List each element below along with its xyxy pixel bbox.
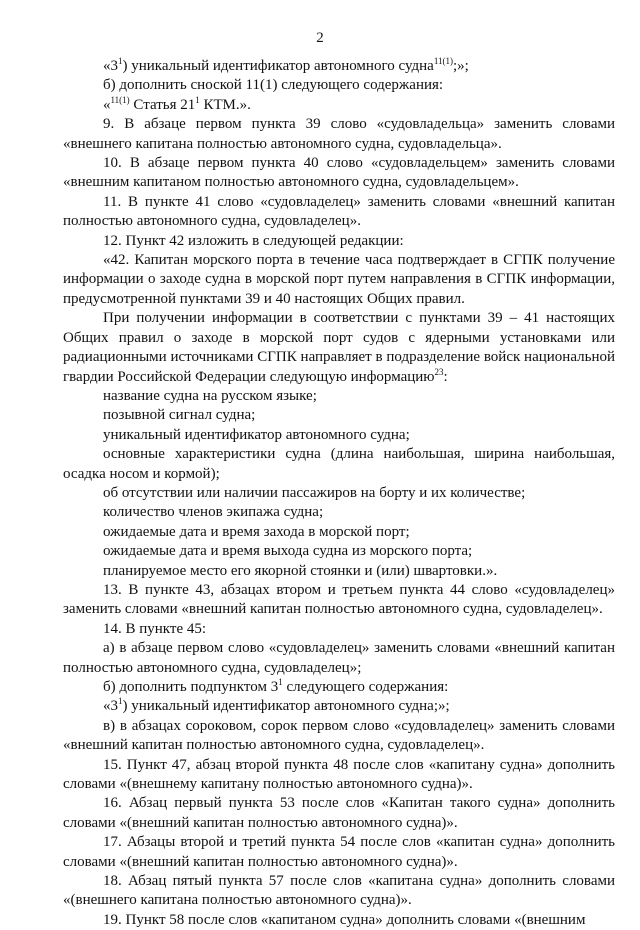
text-fragment: ожидаемые дата и время захода в морской порт; — [103, 523, 410, 540]
paragraph — [63, 717, 615, 756]
paragraph — [63, 96, 615, 115]
list-item — [63, 445, 615, 484]
paragraph — [63, 57, 615, 76]
paragraph — [63, 911, 615, 930]
text-fragment: б) дополнить сноской 11(1) следующего содержания: — [103, 77, 444, 94]
text-fragment: Статья 21 — [129, 96, 196, 113]
paragraph — [63, 581, 615, 620]
text-fragment: ) уникальный идентификатор автономного судна — [122, 58, 434, 74]
text-fragment: 10. В абзаце первом пункта 40 слово «судовладельцем» заменить словами «внешним капитаном полностью автономного судна, судовладельцем». — [63, 155, 615, 191]
text-fragment: « — [103, 96, 111, 113]
text-fragment: следующего содержания: — [282, 679, 449, 695]
superscript: 23 — [434, 366, 444, 377]
list-item — [63, 503, 615, 522]
list-item — [63, 562, 615, 581]
text-fragment: ожидаемые дата и время выхода судна из морского порта; — [103, 543, 473, 560]
list-item — [63, 542, 615, 561]
text-fragment: 11. В пункте 41 слово «судовладелец» заменить словами «внешний капитан полностью автономного судна, судовладелец». — [63, 193, 615, 230]
superscript: 1 — [278, 677, 283, 687]
text-fragment: в) в абзацах сороковом, сорок первом слово «судовладелец» заменить словами «внешний капитан полностью автономного судна, судовладелец». — [63, 717, 615, 754]
text-fragment: «3 — [103, 58, 118, 74]
text-fragment: При получении информации в соответствии с пунктами 39 – 41 настоящих Общих правил о заходе в морской порт судов с ядерными установками или радиационными источниками СГПК направляет в подразделение войск национальной гвардии Российской Федерации следующую информацию — [63, 310, 615, 385]
text-fragment: планируемое место его якорной стоянки и (или) швартовки.». — [103, 562, 498, 579]
text-fragment: б) дополнить подпунктом 3 — [103, 679, 279, 695]
paragraph — [63, 76, 615, 95]
text-fragment: а) в абзаце первом слово «судовладелец» заменить словами «внешний капитан полностью автономного судна, судовладелец»; — [63, 640, 615, 676]
text-fragment: 19. Пункт 58 после слов «капитаном судна» дополнить словами «(внешним — [103, 911, 586, 928]
paragraph — [63, 794, 615, 833]
text-fragment: «3 — [103, 698, 118, 715]
text-fragment: 17. Абзацы второй и третий пункта 54 после слов «капитан судна» дополнить словами «(внешний капитан полностью автономного судна)». — [63, 834, 615, 870]
text-fragment: 16. Абзац первый пункта 53 после слов «Капитан такого судна» дополнить словами «(внешний капитан полностью автономного судна)». — [63, 795, 615, 831]
superscript: 1 — [118, 56, 123, 66]
text-fragment: 18. Абзац пятый пункта 57 после слов «капитана судна» дополнить словами «(внешнего капитана полностью автономного судна)». — [63, 873, 615, 909]
list-item — [63, 484, 615, 503]
text-fragment: 9. В абзаце первом пункта 39 слово «судовладельца» заменить словами «внешнего капитана полностью автономного судна, судовладельца». — [63, 116, 615, 152]
paragraph — [63, 251, 615, 309]
text-fragment: 14. В пункте 45: — [103, 620, 207, 637]
document-body — [63, 57, 615, 930]
text-fragment: ) уникальный идентификатор автономного судна;»; — [122, 698, 450, 715]
paragraph — [63, 115, 615, 154]
text-fragment: количество членов экипажа судна; — [103, 504, 324, 521]
paragraph — [63, 232, 615, 251]
list-item — [63, 387, 615, 406]
page-number: 2 — [316, 30, 324, 46]
text-fragment: 12. Пункт 42 изложить в следующей редакции: — [103, 232, 404, 249]
list-item — [63, 426, 615, 445]
text-fragment: КТМ.». — [199, 96, 251, 113]
paragraph — [63, 154, 615, 193]
paragraph — [63, 678, 615, 697]
superscript: 1 — [195, 94, 200, 105]
text-fragment: ;»; — [453, 58, 469, 74]
paragraph — [63, 697, 615, 716]
list-item — [63, 523, 615, 542]
paragraph — [63, 872, 615, 911]
superscript: 11(1) — [433, 56, 453, 66]
text-fragment: : — [443, 368, 448, 385]
paragraph — [63, 639, 615, 678]
text-fragment: «42. Капитан морского порта в течение часа подтверждает в СГПК получение информации о заходе судна в морской порт путем направления в СГПК информации, предусмотренной пунктами 39 и 40 настоящих Общих правил. — [63, 252, 615, 307]
text-fragment: позывной сигнал судна; — [103, 407, 256, 424]
superscript: 11(1) — [110, 94, 130, 105]
text-fragment: название судна на русском языке; — [103, 387, 317, 404]
paragraph — [63, 833, 615, 872]
text-fragment: 13. В пункте 43, абзацах втором и третьем пункта 44 слово «судовладелец» заменить словами «внешний капитан полностью автономного судна, судовладелец». — [63, 581, 615, 618]
superscript: 1 — [118, 696, 123, 707]
text-fragment: уникальный идентификатор автономного судна; — [103, 426, 410, 443]
paragraph — [63, 309, 615, 387]
text-fragment: об отсутствии или наличии пассажиров на борту и их количестве; — [103, 484, 526, 501]
paragraph — [63, 756, 615, 795]
paragraph — [63, 620, 615, 639]
paragraph — [63, 193, 615, 232]
text-fragment: 15. Пункт 47, абзац второй пункта 48 после слов «капитану судна» дополнить словами «(внешнему капитану полностью автономного судна)». — [63, 756, 615, 793]
list-item — [63, 406, 615, 425]
text-fragment: основные характеристики судна (длина наибольшая, ширина наибольшая, осадка носом и кормой); — [63, 446, 615, 482]
